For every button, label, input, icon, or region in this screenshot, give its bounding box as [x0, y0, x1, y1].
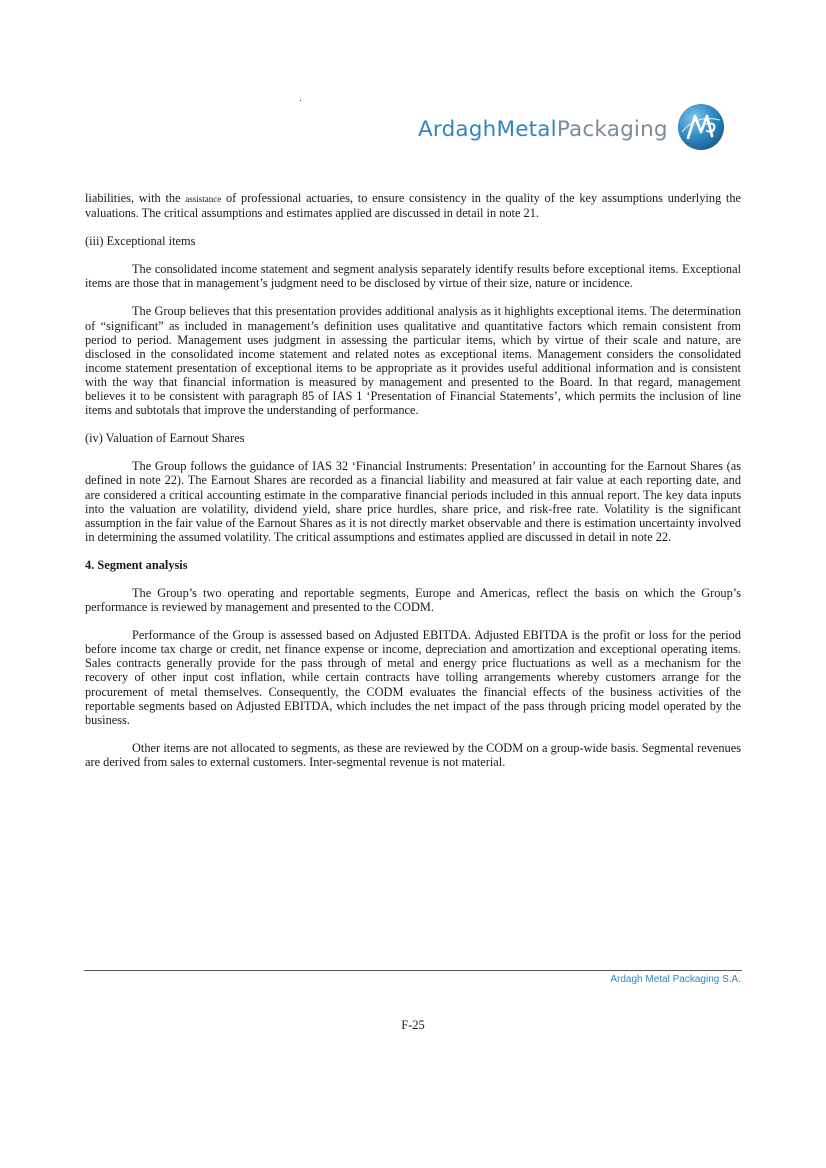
footer-divider [84, 970, 742, 971]
heading-segment-analysis: 4. Segment analysis [85, 557, 188, 572]
document-body [85, 191, 741, 769]
logo-wordmark-part2: Packaging [556, 116, 668, 142]
p1-text-small: assistance [185, 194, 222, 204]
footer-company-name: Ardagh Metal Packaging S.A. [610, 974, 741, 985]
paragraph-segment-3: Other items are not allocated to segments, as these are reviewed by the CODM on a group-wide basis. Segmental revenues are derived from sales to external customers. Inter-segmental revenue is not material. [85, 740, 741, 769]
paragraph-earnout: The Group follows the guidance of IAS 32 ‘Financial Instruments: Presentation’ in accounting for the Earnout Shares (as defined in note 22). The Earnout Shares are recorded as a financial liability and measured at fair value at each reporting date, and are considered a critical accounting estimate in the comparative financial periods included in this annual report. The key data inputs into the valuation are volatility, dividend yield, share price hurdles, share price, and risk-free rate. Volatility is the significant assumption in the fair value of the Earnout Shares as it is not directly market observable and there is estimation uncertainty involved in determining the assumed volatility. The critical assumptions and estimates applied are discussed in detail in note 22. [85, 459, 741, 544]
company-logo [418, 102, 668, 156]
paragraph-segment-2: Performance of the Group is assessed based on Adjusted EBITDA. Adjusted EBITDA is the profit or loss for the period before income tax charge or credit, net finance expense or income, depreciation and amortization and exceptional operating items. Sales contracts generally provide for the pass through of metal and energy price fluctuations as well as a mechanism for the recovery of other input cost inflation, while certain contracts have tolling arrangements whereby customers arrange for the procurement of metal themselves. Consequently, the CODM evaluates the financial effects of the business activities of the reportable segments based on Adjusted EBITDA, which includes the net impact of the pass through pricing model operated by the business. [85, 628, 741, 727]
paragraph-segment-1: The Group’s two operating and reportable segments, Europe and Americas, reflect the basis on which the Group’s performance is reviewed by management and presented to the CODM. [85, 585, 741, 615]
heading-exceptional-items: (iii) Exceptional items [85, 234, 196, 249]
p1-text-b: of professional actuaries, to ensure consistency in the quality of the key assumptions underlying the valuations. The critical assumptions and estimates applied are discussed in detail in note 21. [85, 191, 741, 221]
logo-wordmark-part1: ArdaghMetal [418, 116, 557, 142]
amp-logo-icon [676, 102, 726, 152]
paragraph-continuation [85, 191, 741, 220]
p1-text-a: liabilities, with the [85, 191, 186, 205]
heading-earnout-shares: (iv) Valuation of Earnout Shares [85, 431, 245, 446]
page-number: F-25 [401, 1018, 425, 1032]
logo-wordmark [418, 117, 668, 142]
stray-dot [300, 100, 301, 101]
paragraph-exceptional-2: The Group believes that this presentation provides additional analysis as it highlights exceptional items. The determination of “significant” as included in management’s definition uses qualitative and quantitative factors which remain consistent from period to period. Management uses judgment in assessing the particular items, which by virtue of their scale and nature, are disclosed in the consolidated income statement and related notes as exceptional items. Management considers the consolidated income statement presentation of exceptional items to be appropriate as it provides useful additional information and is consistent with the way that financial information is measured by management and presented to the Board. In that regard, management believes it to be consistent with paragraph 85 of IAS 1 ‘Presentation of Financial Statements’, which permits the inclusion of line items and subtotals that improve the understanding of performance. [85, 304, 741, 418]
paragraph-exceptional-1: The consolidated income statement and segment analysis separately identify results before exceptional items. Exceptional items are those that in management’s judgment need to be disclosed by virtue of their size, nature or incidence. [85, 262, 741, 291]
